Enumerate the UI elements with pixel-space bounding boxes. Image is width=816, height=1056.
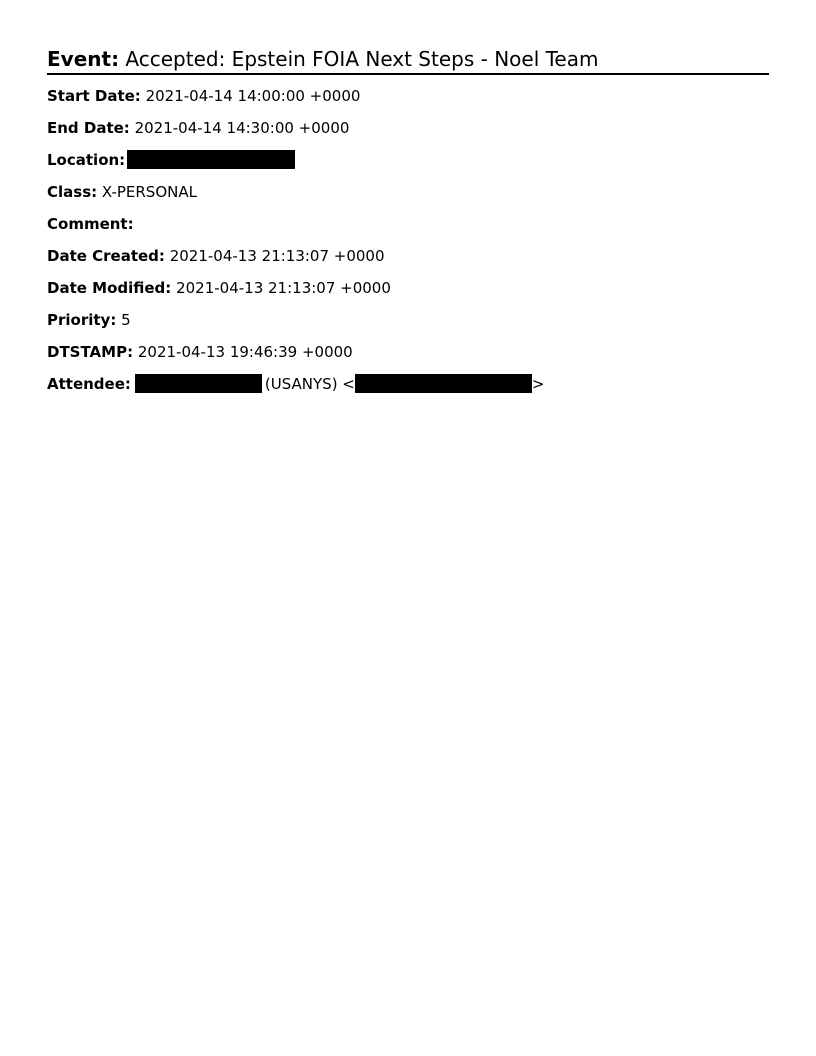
attendee-name-redaction <box>135 374 262 393</box>
attendee-row <box>47 374 769 394</box>
event-label: Event: <box>47 47 120 71</box>
date-modified-label: Date Modified: <box>47 279 172 297</box>
start-date-row <box>47 86 769 106</box>
comment-row <box>47 214 769 234</box>
date-modified-row <box>47 278 769 298</box>
comment-label: Comment: <box>47 215 134 233</box>
end-date-value: 2021-04-14 14:30:00 +0000 <box>134 119 350 137</box>
start-date-value: 2021-04-14 14:00:00 +0000 <box>145 87 361 105</box>
class-label: Class: <box>47 183 98 201</box>
dtstamp-row <box>47 342 769 362</box>
start-date-label: Start Date: <box>47 87 141 105</box>
attendee-email-redaction <box>355 374 532 393</box>
date-created-value: 2021-04-13 21:13:07 +0000 <box>169 247 385 265</box>
attendee-label: Attendee: <box>47 375 131 393</box>
location-label: Location: <box>47 151 126 169</box>
event-value: Accepted: Epstein FOIA Next Steps - Noel Team <box>125 47 599 71</box>
class-value: X-PERSONAL <box>101 183 197 201</box>
event-fields <box>47 86 769 394</box>
location-row <box>47 150 769 170</box>
date-created-row <box>47 246 769 266</box>
class-row <box>47 182 769 202</box>
attendee-email-close: > <box>531 375 545 393</box>
end-date-label: End Date: <box>47 119 130 137</box>
calendar-event-page <box>47 46 769 406</box>
priority-label: Priority: <box>47 311 117 329</box>
attendee-org: (USANYS) < <box>264 375 355 393</box>
location-redaction <box>127 150 295 169</box>
priority-value: 5 <box>121 311 131 329</box>
priority-row <box>47 310 769 330</box>
dtstamp-label: DTSTAMP: <box>47 343 134 361</box>
date-created-label: Date Created: <box>47 247 165 265</box>
end-date-row <box>47 118 769 138</box>
dtstamp-value: 2021-04-13 19:46:39 +0000 <box>137 343 353 361</box>
event-title <box>47 46 769 75</box>
date-modified-value: 2021-04-13 21:13:07 +0000 <box>176 279 391 297</box>
